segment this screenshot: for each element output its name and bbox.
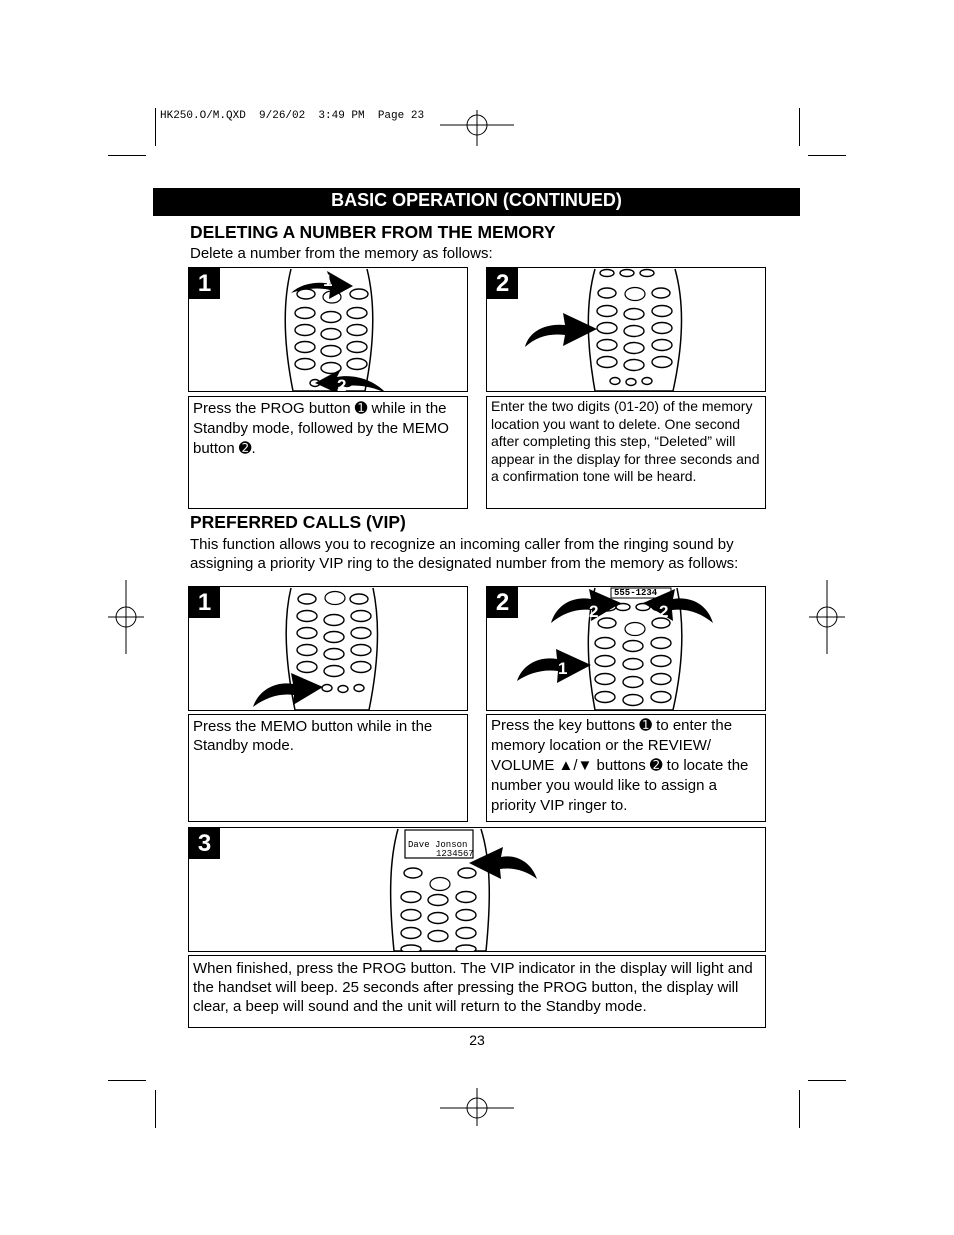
handset-illustration <box>487 268 766 392</box>
handset-illustration <box>487 587 766 711</box>
display-number: 555-1234 <box>614 588 658 598</box>
step-number: 1 <box>189 587 220 618</box>
file-slug: HK250.O/M.QXD 9/26/02 3:49 PM Page 23 <box>160 110 425 122</box>
arrow-label: 2 <box>337 376 347 395</box>
page-number: 23 <box>469 1032 485 1048</box>
handset-illustration <box>189 268 468 395</box>
arrow-label: 2 <box>589 602 599 621</box>
illustration-delete-step2 <box>486 267 766 392</box>
section-banner: BASIC OPERATION (CONTINUED) <box>153 188 800 216</box>
illustration-vip-step2 <box>486 586 766 711</box>
intro-vip: This function allows you to recognize an incoming caller from the ringing sound by assigning a priority VIP ring to the designated number from the memory as follows: <box>190 536 739 572</box>
instruction-vip-step3: When finished, press the PROG button. The VIP indicator in the display will light and the handset will beep. 25 seconds after pressing the PROG button, the display will clear, a beep will sound and the unit will return to the Standby mode. <box>188 955 766 1028</box>
heading-vip: PREFERRED CALLS (VIP) <box>190 512 406 532</box>
intro-deleting: Delete a number from the memory as follows: <box>190 245 493 262</box>
display-number: 1234567 <box>436 849 474 859</box>
step-number: 2 <box>487 268 518 299</box>
step-number: 2 <box>487 587 518 618</box>
step-number: 3 <box>189 828 220 859</box>
arrow-label: 1 <box>558 659 568 678</box>
display-name: Dave Jonson <box>408 840 468 850</box>
instruction-vip-step1: Press the MEMO button while in the Standby mode. <box>188 714 468 822</box>
instruction-vip-step2: Press the key buttons ➊ to enter the memory location or the REVIEW/ VOLUME ▲/▼ buttons ➋ to locate the number you would like to assign a priority VIP ringer to. <box>486 714 766 822</box>
instruction-delete-step2: Enter the two digits (01-20) of the memory location you want to delete. One second after completing this step, “Deleted” will appear in the display for three seconds and a confirmation tone will be heard. <box>486 396 766 509</box>
arrow-label: 2 <box>659 602 669 621</box>
illustration-vip-step1 <box>188 586 468 711</box>
handset-illustration <box>189 587 468 711</box>
heading-deleting: DELETING A NUMBER FROM THE MEMORY <box>190 222 556 242</box>
illustration-vip-step3 <box>188 827 766 952</box>
instruction-delete-step1: Press the PROG button ➊ while in the Standby mode, followed by the MEMO button ➋. <box>188 396 468 509</box>
arrow-label: 1 <box>323 271 333 290</box>
step-number: 1 <box>189 268 220 299</box>
illustration-delete-step1 <box>188 267 468 395</box>
handset-illustration <box>189 828 766 952</box>
